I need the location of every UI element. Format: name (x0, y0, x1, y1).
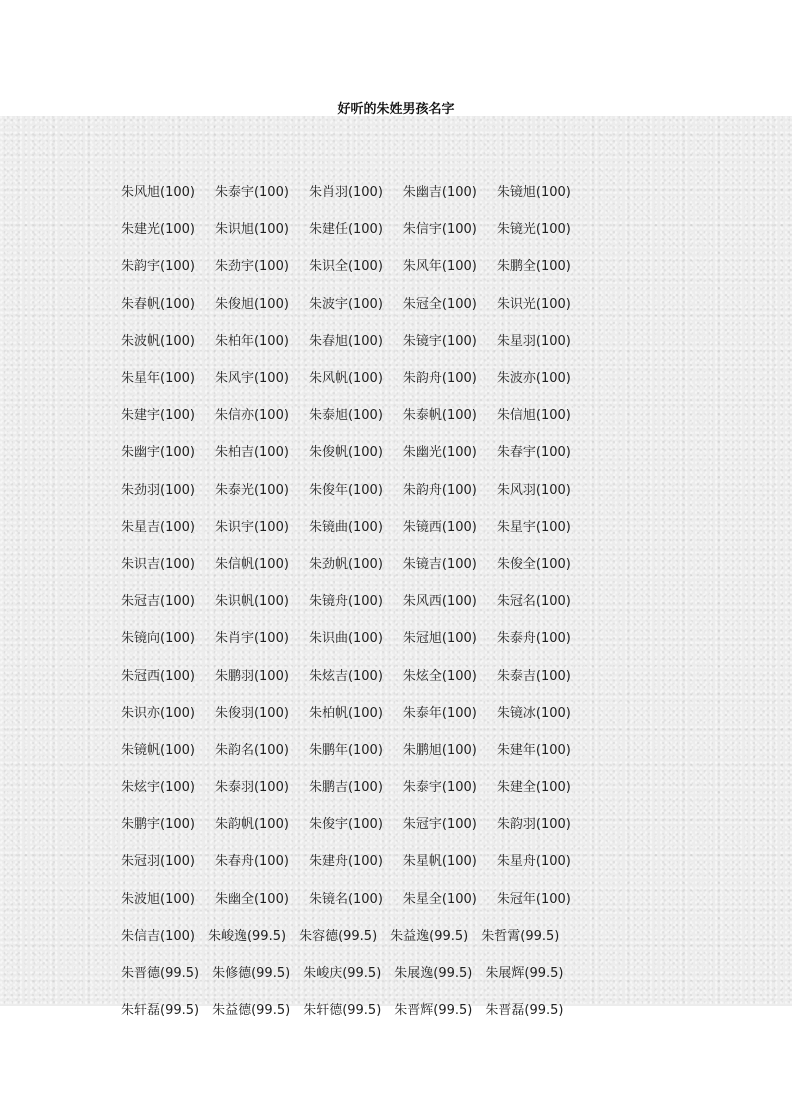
name-row (121, 693, 581, 730)
name-entry: 朱轩磊(99.5) (121, 1003, 200, 1019)
name-entry: 朱镜名(100) (308, 891, 383, 907)
name-entry: 朱韵宇(100) (121, 259, 195, 275)
name-entry: 朱冠吉(100) (121, 594, 195, 610)
name-row (121, 953, 581, 990)
name-entry: 朱识帆(100) (214, 594, 289, 610)
name-entry: 朱波亦(100) (496, 371, 571, 387)
name-entry: 朱幽宇(100) (121, 445, 195, 461)
name-row (121, 767, 581, 804)
name-entry: 朱镜向(100) (121, 631, 195, 647)
name-row (121, 990, 581, 1027)
name-entry: 朱冠宇(100) (402, 817, 477, 833)
name-entry: 朱波旭(100) (121, 891, 195, 907)
name-entry: 朱泰宇(100) (402, 780, 477, 796)
name-entry: 朱镜舟(100) (308, 594, 383, 610)
name-entry: 朱风羽(100) (496, 482, 571, 498)
name-entry: 朱春帆(100) (121, 296, 195, 312)
name-entry: 朱幽全(100) (214, 891, 289, 907)
name-entry: 朱镜帆(100) (121, 742, 195, 758)
name-row (121, 209, 581, 246)
name-row (121, 544, 581, 581)
name-entry: 朱建任(100) (308, 222, 383, 238)
name-row (121, 730, 581, 767)
name-entry: 朱星舟(100) (496, 854, 571, 870)
name-entry: 朱柏吉(100) (214, 445, 289, 461)
name-entry: 朱韵舟(100) (402, 371, 477, 387)
name-entry: 朱风西(100) (402, 594, 477, 610)
name-entry: 朱春宇(100) (496, 445, 571, 461)
name-entry: 朱俊年(100) (308, 482, 383, 498)
name-entry: 朱建宇(100) (121, 408, 195, 424)
name-entry: 朱鹏旭(100) (402, 742, 477, 758)
name-entry: 朱镜宇(100) (402, 333, 477, 349)
name-entry: 朱炫全(100) (402, 668, 477, 684)
name-entry: 朱益逸(99.5) (390, 928, 469, 944)
name-entry: 朱信亦(100) (214, 408, 289, 424)
name-entry: 朱镜曲(100) (308, 519, 383, 535)
name-entry: 朱幽光(100) (402, 445, 477, 461)
name-entry: 朱风旭(100) (121, 185, 195, 201)
name-entry: 朱展辉(99.5) (485, 966, 564, 982)
name-entry: 朱春旭(100) (308, 333, 383, 349)
name-entry: 朱韵舟(100) (402, 482, 477, 498)
name-entry: 朱建年(100) (496, 742, 571, 758)
name-entry: 朱星年(100) (121, 371, 195, 387)
name-entry: 朱镜旭(100) (496, 185, 571, 201)
name-entry: 朱轩德(99.5) (303, 1003, 382, 1019)
name-entry: 朱识亦(100) (121, 705, 195, 721)
name-entry: 朱信吉(100) (121, 928, 195, 944)
name-entry: 朱识旭(100) (214, 222, 289, 238)
name-entry: 朱劲羽(100) (121, 482, 195, 498)
name-entry: 朱冠年(100) (496, 891, 571, 907)
name-entry: 朱识曲(100) (308, 631, 383, 647)
name-row (121, 246, 581, 283)
name-entry: 朱冠西(100) (121, 668, 195, 684)
name-entry: 朱俊帆(100) (308, 445, 383, 461)
document-title: 好听的朱姓男孩名字 (337, 102, 455, 117)
name-entry: 朱鹏全(100) (496, 259, 571, 275)
name-row (121, 432, 581, 469)
name-entry: 朱冠全(100) (402, 296, 477, 312)
name-row (121, 879, 581, 916)
name-entry: 朱风宇(100) (214, 371, 289, 387)
name-entry: 朱鹏宇(100) (121, 817, 195, 833)
name-row (121, 395, 581, 432)
name-entry: 朱冠羽(100) (121, 854, 195, 870)
name-entry: 朱幽吉(100) (402, 185, 477, 201)
name-entry: 朱晋德(99.5) (121, 966, 200, 982)
name-entry: 朱益德(99.5) (212, 1003, 291, 1019)
name-entry: 朱建光(100) (121, 222, 195, 238)
name-entry: 朱柏年(100) (214, 333, 289, 349)
name-entry: 朱信帆(100) (214, 556, 289, 572)
name-entry: 朱识吉(100) (121, 556, 195, 572)
name-entry: 朱鹏年(100) (308, 742, 383, 758)
name-entry: 朱星全(100) (402, 891, 477, 907)
name-entry: 朱识光(100) (496, 296, 571, 312)
name-row (121, 321, 581, 358)
name-entry: 朱韵羽(100) (496, 817, 571, 833)
name-entry: 朱晋磊(99.5) (485, 1003, 564, 1019)
name-entry: 朱春舟(100) (214, 854, 289, 870)
name-entry: 朱建舟(100) (308, 854, 383, 870)
name-entry: 朱肖宇(100) (214, 631, 289, 647)
name-entry: 朱泰舟(100) (496, 631, 571, 647)
name-entry: 朱韵名(100) (214, 742, 289, 758)
name-entry: 朱俊宇(100) (308, 817, 383, 833)
name-entry: 朱鹏羽(100) (214, 668, 289, 684)
name-entry: 朱泰旭(100) (308, 408, 383, 424)
name-entry: 朱风年(100) (402, 259, 477, 275)
name-row (121, 804, 581, 841)
name-entry: 朱鹏吉(100) (308, 780, 383, 796)
name-entry: 朱峻逸(99.5) (207, 928, 287, 944)
name-entry: 朱哲霄(99.5) (481, 928, 560, 944)
name-entry: 朱星吉(100) (121, 519, 195, 535)
name-entry: 朱峻庆(99.5) (303, 966, 382, 982)
name-row (121, 172, 581, 209)
name-entry: 朱泰吉(100) (496, 668, 571, 684)
name-row (121, 470, 581, 507)
name-entry: 朱泰宇(100) (214, 185, 289, 201)
name-entry: 朱韵帆(100) (214, 817, 289, 833)
name-entry: 朱镜光(100) (496, 222, 571, 238)
name-entry: 朱泰年(100) (402, 705, 477, 721)
name-entry: 朱信宇(100) (402, 222, 477, 238)
name-entry: 朱建全(100) (496, 780, 571, 796)
name-entry: 朱冠名(100) (496, 594, 571, 610)
name-entry: 朱波宇(100) (308, 296, 383, 312)
name-row (121, 507, 581, 544)
name-entry: 朱星羽(100) (496, 333, 571, 349)
name-entry: 朱镜西(100) (402, 519, 477, 535)
name-entry: 朱容德(99.5) (299, 928, 378, 944)
name-entry: 朱波帆(100) (121, 333, 195, 349)
name-entry: 朱修德(99.5) (212, 966, 291, 982)
name-entry: 朱信旭(100) (496, 408, 571, 424)
name-row (121, 358, 581, 395)
names-list (121, 172, 581, 1027)
name-entry: 朱俊羽(100) (214, 705, 289, 721)
name-row (121, 284, 581, 321)
name-entry: 朱镜吉(100) (402, 556, 477, 572)
name-entry: 朱俊旭(100) (214, 296, 289, 312)
name-entry: 朱镜冰(100) (496, 705, 571, 721)
name-entry: 朱泰羽(100) (214, 780, 289, 796)
name-entry: 朱炫宇(100) (121, 780, 195, 796)
name-entry: 朱俊全(100) (496, 556, 571, 572)
name-entry: 朱识宇(100) (214, 519, 289, 535)
name-entry: 朱泰光(100) (214, 482, 289, 498)
name-entry: 朱肖羽(100) (308, 185, 383, 201)
name-row (121, 618, 581, 655)
name-entry: 朱展逸(99.5) (394, 966, 473, 982)
name-entry: 朱劲帆(100) (308, 556, 383, 572)
name-entry: 朱劲宇(100) (214, 259, 289, 275)
name-row (121, 655, 581, 692)
name-row (121, 841, 581, 878)
name-entry: 朱风帆(100) (308, 371, 383, 387)
name-row (121, 916, 581, 953)
name-entry: 朱冠旭(100) (402, 631, 477, 647)
name-entry: 朱泰帆(100) (402, 408, 477, 424)
name-entry: 朱柏帆(100) (308, 705, 383, 721)
name-row (121, 581, 581, 618)
name-entry: 朱晋辉(99.5) (394, 1003, 473, 1019)
name-entry: 朱星帆(100) (402, 854, 477, 870)
name-entry: 朱炫吉(100) (308, 668, 383, 684)
name-entry: 朱识全(100) (308, 259, 383, 275)
name-entry: 朱星宇(100) (496, 519, 571, 535)
